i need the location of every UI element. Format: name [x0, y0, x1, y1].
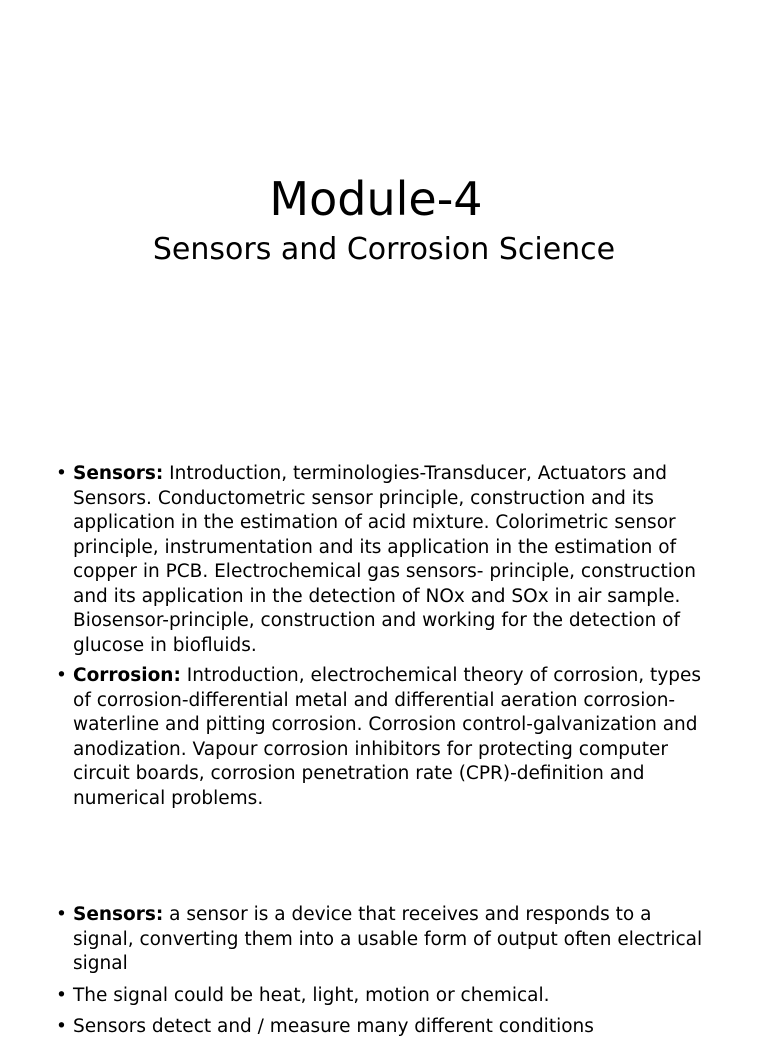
bullet-icon: •	[56, 1016, 67, 1037]
page-subtitle: Sensors and Corrosion Science	[152, 232, 616, 267]
bullet-text: The signal could be heat, light, motion or chemical.	[73, 984, 550, 1006]
bullet-keyword: Sensors:	[73, 904, 164, 925]
list-item	[56, 984, 716, 1009]
list-item	[56, 1015, 716, 1040]
bullet-keyword: Corrosion:	[73, 665, 181, 686]
list-item	[56, 462, 716, 658]
definition-bullet-list	[56, 903, 716, 1047]
bullet-keyword: Sensors:	[73, 463, 164, 484]
page-title: Module-4	[269, 171, 483, 226]
bullet-icon: •	[56, 984, 67, 1006]
bullet-text: Introduction, terminologies-Transducer, Actuators and Sensors. Conductometric sensor principle, construction and its application in the estimation of acid mixture. Colorimetric sensor principle, instrumentation and its application in the estimation of copper in PCB. Electrochemical gas sensors- principle, construction and its application in the detection of NOx and SOx in air sample. Biosensor-principle, construction and working for the detection of glucose in biofluids.	[73, 463, 696, 656]
bullet-icon: •	[56, 463, 67, 484]
bullet-icon: •	[56, 665, 67, 686]
bullet-text: Introduction, electrochemical theory of corrosion, types of corrosion-differential metal and differential aeration corrosion-waterline and pitting corrosion. Corrosion control-galvanization and anodization. Vapour corrosion inhibitors for protecting computer circuit boards, corrosion penetration rate (CPR)-definition and numerical problems.	[73, 665, 702, 809]
bullet-text: Sensors detect and / measure many different conditions	[73, 1016, 594, 1037]
bullet-text: a sensor is a device that receives and responds to a signal, converting them into a usable form of output often electrical signal	[73, 904, 703, 974]
list-item	[56, 664, 716, 811]
list-item	[56, 903, 716, 977]
bullet-icon: •	[56, 904, 67, 925]
syllabus-bullet-list	[56, 462, 716, 817]
